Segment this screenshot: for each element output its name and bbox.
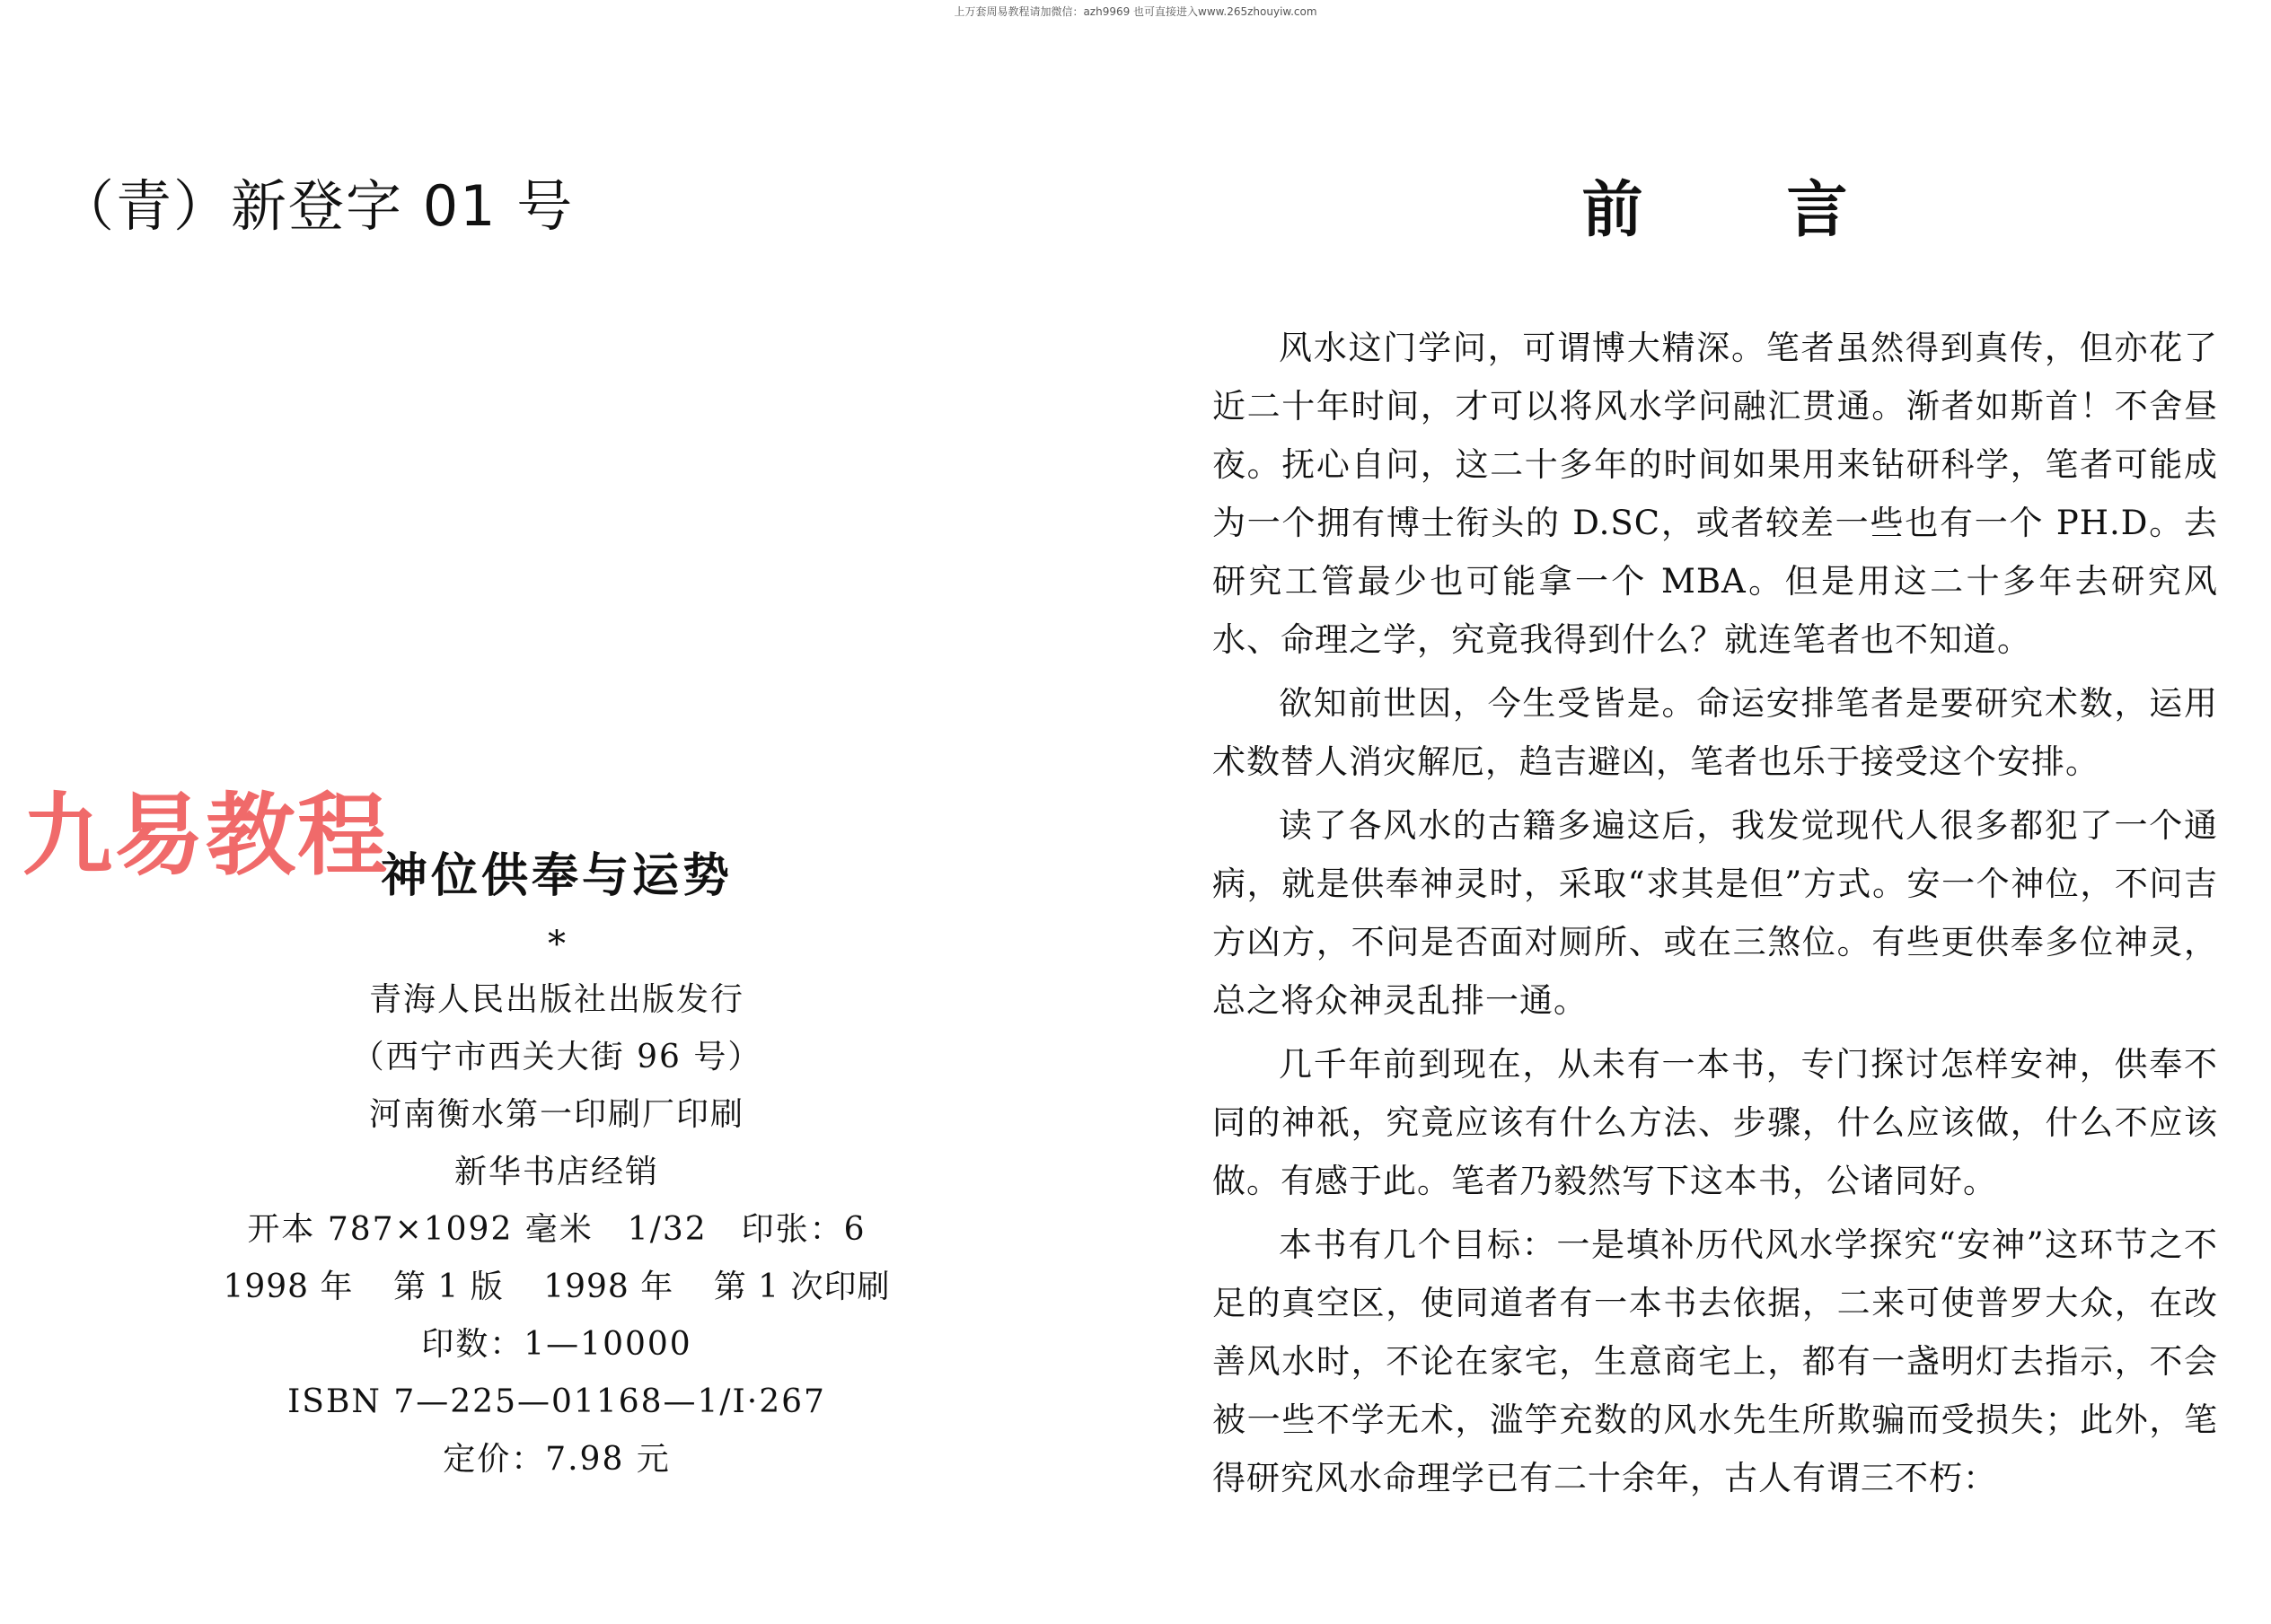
- publisher-address: （西宁市西关大街 96 号）: [351, 1039, 762, 1075]
- preface-paragraph: 几千年前到现在，从未有一本书，专门探讨怎样安神，供奉不同的神祇，究竟应该有什么方法、步骤，什么应该做，什么不应该做。有感于此。笔者乃毅然写下这本书，公诸同好。: [1212, 1045, 2218, 1200]
- book-title: 神位供奉与运势: [380, 849, 733, 903]
- edition-line: [135, 1259, 979, 1316]
- edition-year: 1998 年: [223, 1268, 354, 1305]
- preface-paragraph: 读了各风水的古籍多遍这后，我发觉现代人很多都犯了一个通病，就是供奉神灵时，采取“求其是但”方式。安一个神位，不问吉方凶方，不问是否面对厕所、或在三煞位。有些更供奉多位神灵，总之将众神灵乱排一通。: [1212, 806, 2218, 1020]
- right-page: [1158, 0, 2271, 1624]
- left-page: [0, 0, 1078, 1624]
- preface-paragraph: 欲知前世因，今生受皆是。命运安排笔者是要研究术数，运用术数替人消灾解厄，趋吉避凶，笔者也乐于接受这个安排。: [1212, 684, 2218, 781]
- colophon: [135, 844, 979, 1488]
- watermark-logo: 九易教程: [22, 783, 389, 888]
- price-line: 定价：7.98 元: [443, 1441, 671, 1478]
- printing-number: 第 1 次印刷: [713, 1268, 891, 1305]
- preface-body: [1212, 319, 2218, 1513]
- distributor-line: 新华书店经销: [453, 1154, 659, 1190]
- edition-number: 第 1 版: [392, 1268, 504, 1305]
- preface-paragraph: 风水这门学问，可谓博大精深。笔者虽然得到真传，但亦花了近二十年时间，才可以将风水学问融汇贯通。渐者如斯首！不舍昼夜。抚心自问，这二十多年的时间如果用来钻研科学，笔者可能成为一个拥有博士衔头的 D.SC，或者较差一些也有一个 PH.D。去研究工管最少也可能拿一个 MBA。但是用这二十多年去研究风水、命理之学，究竟我得到什么？就连笔者也不知道。: [1212, 329, 2218, 659]
- header-note: 上万套周易教程请加微信：azh9969 也可直接进入www.265zhouyiw.com: [954, 5, 1317, 18]
- print-run-line: 印数：1—10000: [421, 1326, 692, 1363]
- printing-year: 1998 年: [543, 1268, 674, 1305]
- preface-paragraph: 本书有几个目标：一是填补历代风水学探究“安神”这环节之不足的真空区，使同道者有一本书去依据，二来可使普罗大众，在改善风水时，不论在家宅，生意商宅上，都有一盏明灯去指示，不会被一些不学无术，滥竽充数的风水先生所欺骗而受损失；此外，笔得研究风水命理学已有二十余年，古人有谓三不朽：: [1212, 1225, 2218, 1497]
- preface-title: 前言: [1581, 175, 1992, 246]
- asterisk-divider: *: [548, 924, 566, 965]
- publisher-line: 青海人民出版社出版发行: [368, 981, 744, 1018]
- format-line: 开本 787×1092 毫米 1/32 印张：6: [247, 1211, 867, 1248]
- isbn-line: ISBN 7—225—01168—1/I·267: [287, 1383, 826, 1420]
- printer-line: 河南衡水第一印刷厂印刷: [368, 1096, 744, 1133]
- registration-number: （青）新登字 01 号: [58, 173, 575, 239]
